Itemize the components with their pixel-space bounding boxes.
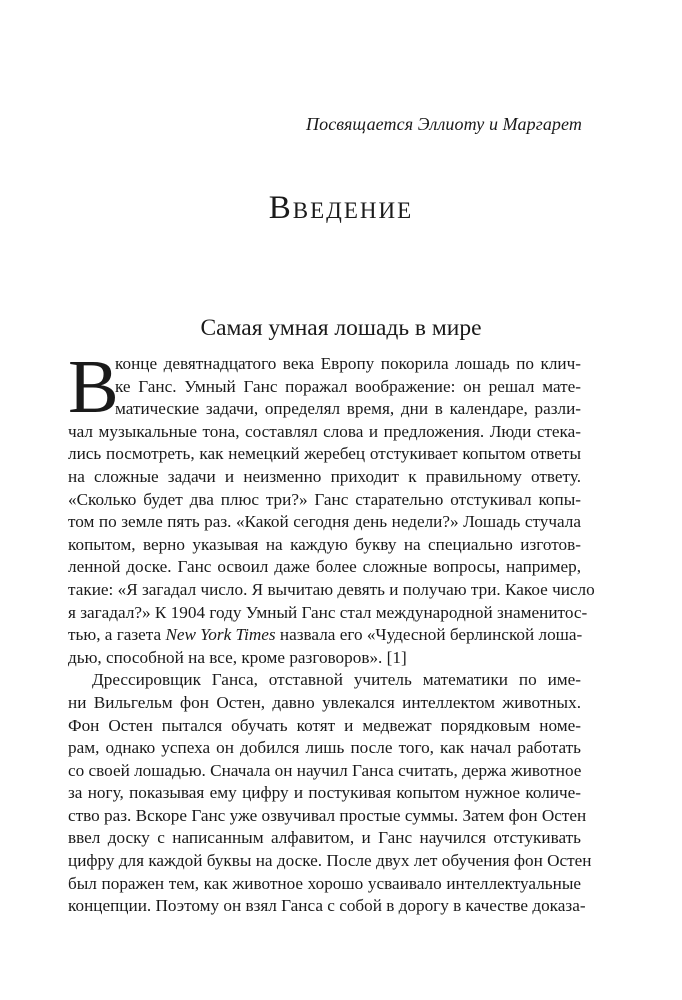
section-title: Самая умная лошадь в мире <box>200 315 482 341</box>
paragraph-1-line: чал музыкальные тона, составлял слова и предложения. Люди стека- <box>68 421 581 441</box>
paragraph-2-line: Фон Остен пытался обучать котят и медвежат порядковым номе- <box>68 715 581 735</box>
paragraph-1-line: я загадал?» К 1904 году Умный Ганс стал международной знаменитос- <box>68 602 588 622</box>
paragraph-2-line: был поражен тем, как животное хорошо усваивало интеллектуальные <box>68 873 581 893</box>
paragraph-2-line: за ногу, показывая ему цифру и постукивая копытом нужное количе- <box>68 783 581 803</box>
dedication: Посвящается Эллиоту и Маргарет <box>306 114 582 134</box>
chapter-title: Введение <box>268 190 414 226</box>
paragraph-1-line <box>68 624 581 647</box>
line-text: тью, а газета <box>68 625 166 645</box>
paragraph-2-line: со своей лошадью. Сначала он научил Ганса считать, держа животное <box>68 760 582 780</box>
paragraph-2-line: ввел доску с написанным алфавитом, и Ганс научился отстукивать <box>68 828 581 848</box>
paragraph-1-line: ленной доске. Ганс освоил даже более сложные вопросы, например, <box>68 557 581 577</box>
paragraph-1-line: на сложные задачи и неизменно приходит к правильному ответу. <box>68 466 581 486</box>
paragraph-1-line: лись посмотреть, как немецкий жеребец отстукивает копытом ответы <box>68 444 581 464</box>
paragraph-2-line: концепции. Поэтому он взял Ганса с собой в дорогу в качестве доказа- <box>68 896 586 916</box>
paragraph-2-line: рам, однако успеха он добился лишь после того, как начал работать <box>68 738 581 758</box>
paragraph-2-line: цифру для каждой буквы на доске. После двух лет обучения фон Остен <box>68 851 592 871</box>
paragraph-1-line: копытом, верно указывая на каждую букву на специально изготов- <box>68 534 581 554</box>
paragraph-2-line: Дрессировщик Ганса, отставной учитель математики по име- <box>92 670 581 690</box>
paragraph-1-line: матические задачи, определял время, дни в календаре, разли- <box>115 399 581 419</box>
paragraph-1-line: том по земле пять раз. «Какой сегодня день недели?» Лошадь стучала <box>68 512 581 532</box>
paragraph-2-line: ни Вильгельм фон Остен, давно увлекался интеллектом животных. <box>68 692 581 712</box>
paragraph-1-line: «Сколько будет два плюс три?» Ганс старательно отстукивал копы- <box>68 489 581 509</box>
newspaper-title: New York Times <box>165 625 276 645</box>
paragraph-1-line: такие: «Я загадал число. Я вычитаю девять и получаю три. Какое число <box>68 579 595 599</box>
paragraph-1-line: конце девятнадцатого века Европу покорила лошадь по клич- <box>115 354 581 373</box>
line-text: назвала его «Чудесной берлинской лоша- <box>275 625 583 645</box>
paragraph-1-line: ке Ганс. Умный Ганс поражал воображение: он решал мате- <box>115 376 581 396</box>
paragraph-2-line: ство раз. Вскоре Ганс уже озвучивал простые суммы. Затем фон Остен <box>68 805 587 825</box>
paragraph-1-line: дью, способной на все, кроме разговоров». [1] <box>68 647 407 667</box>
drop-cap: В <box>68 345 119 429</box>
body-text <box>68 345 595 918</box>
